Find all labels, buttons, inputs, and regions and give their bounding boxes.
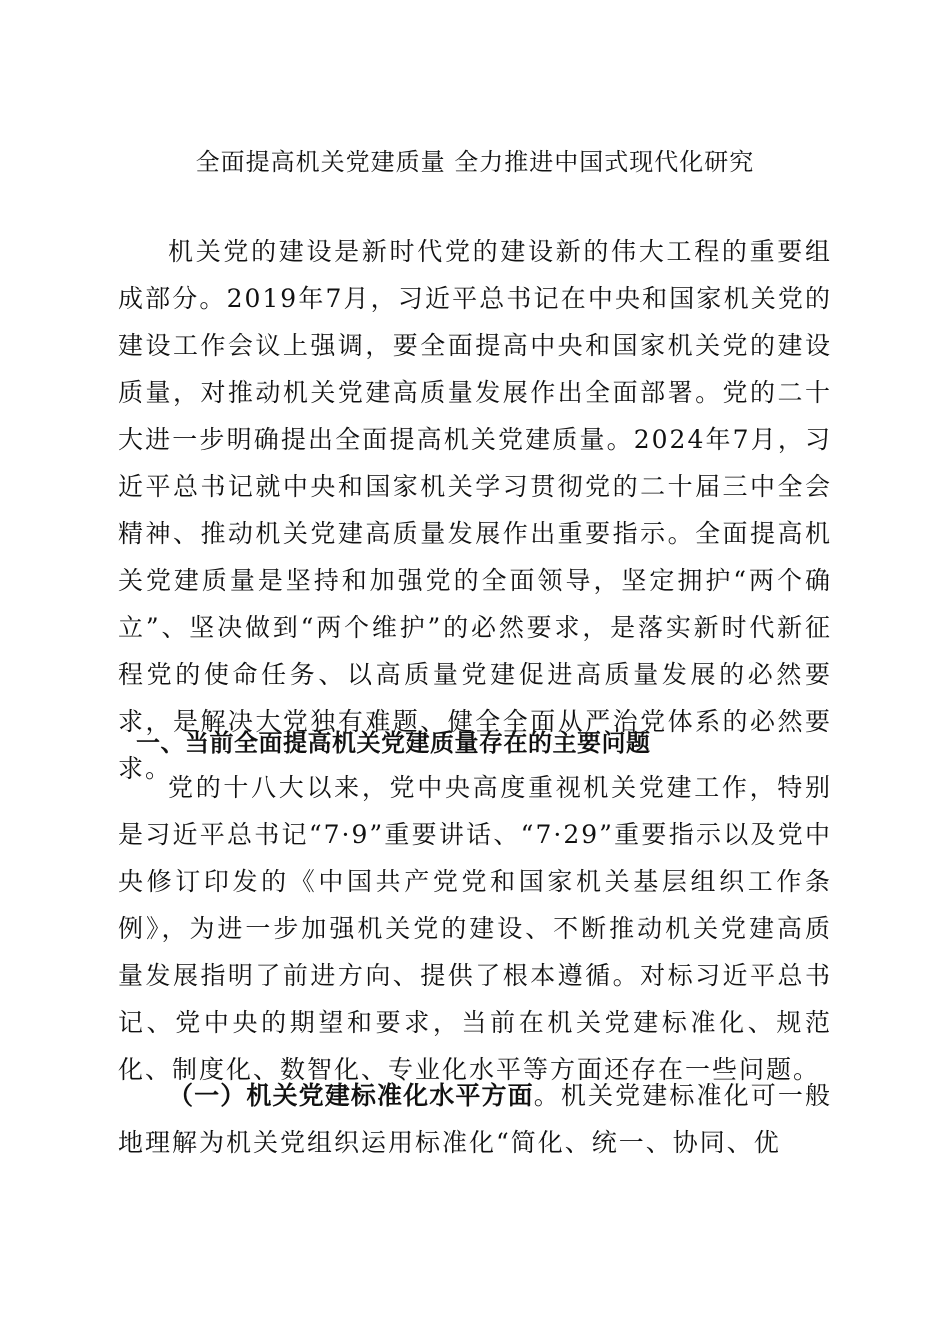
section-heading: 一、当前全面提高机关党建质量存在的主要问题 xyxy=(136,729,651,757)
intro-paragraph: 机关党的建设是新时代党的建设新的伟大工程的重要组成部分。2019年7月，习近平总书记在中央和国家机关党的建设工作会议上强调，要全面提高中央和国家机关党的建设质量，对推动机关党建高质量发展作出全面部署。党的二十大进一步明确提出全面提高机关党建质量。2024年7月，习近平总书记就中央和国家机关学习贯彻党的二十届三中全会精神、推动机关党建高质量发展作出重要指示。全面提高机关党建质量是坚持和加强党的全面领导，坚定拥护“两个确立”、坚决做到“两个维护”的必然要求，是落实新时代新征程党的使命任务、以高质量党建促进高质量发展的必然要求，是解决大党独有难题、健全全面从严治党体系的必然要求。 xyxy=(118,237,832,783)
subsection-text: 。机关党建标准化可一般地理解为机关党组织运用标准化“简化、统一、协同、优 xyxy=(118,1081,832,1157)
document-title: 全面提高机关党建质量 全力推进中国式现代化研究 xyxy=(195,148,755,176)
subsection-heading: （一）机关党建标准化水平方面 xyxy=(168,1081,534,1110)
section-paragraph: 党的十八大以来，党中央高度重视机关党建工作，特别是习近平总书记“7·9”重要讲话、“7·29”重要指示以及党中央修订印发的《中国共产党党和国家机关基层组织工作条例》，为进一步加强机关党的建设、不断推动机关党建高质量发展指明了前进方向、提供了根本遵循。对标习近平总书记、党中央的期望和要求，当前在机关党建标准化、规范化、制度化、数智化、专业化水平等方面还存在一些问题。 xyxy=(118,773,832,1084)
subsection-paragraph xyxy=(118,1072,832,1166)
